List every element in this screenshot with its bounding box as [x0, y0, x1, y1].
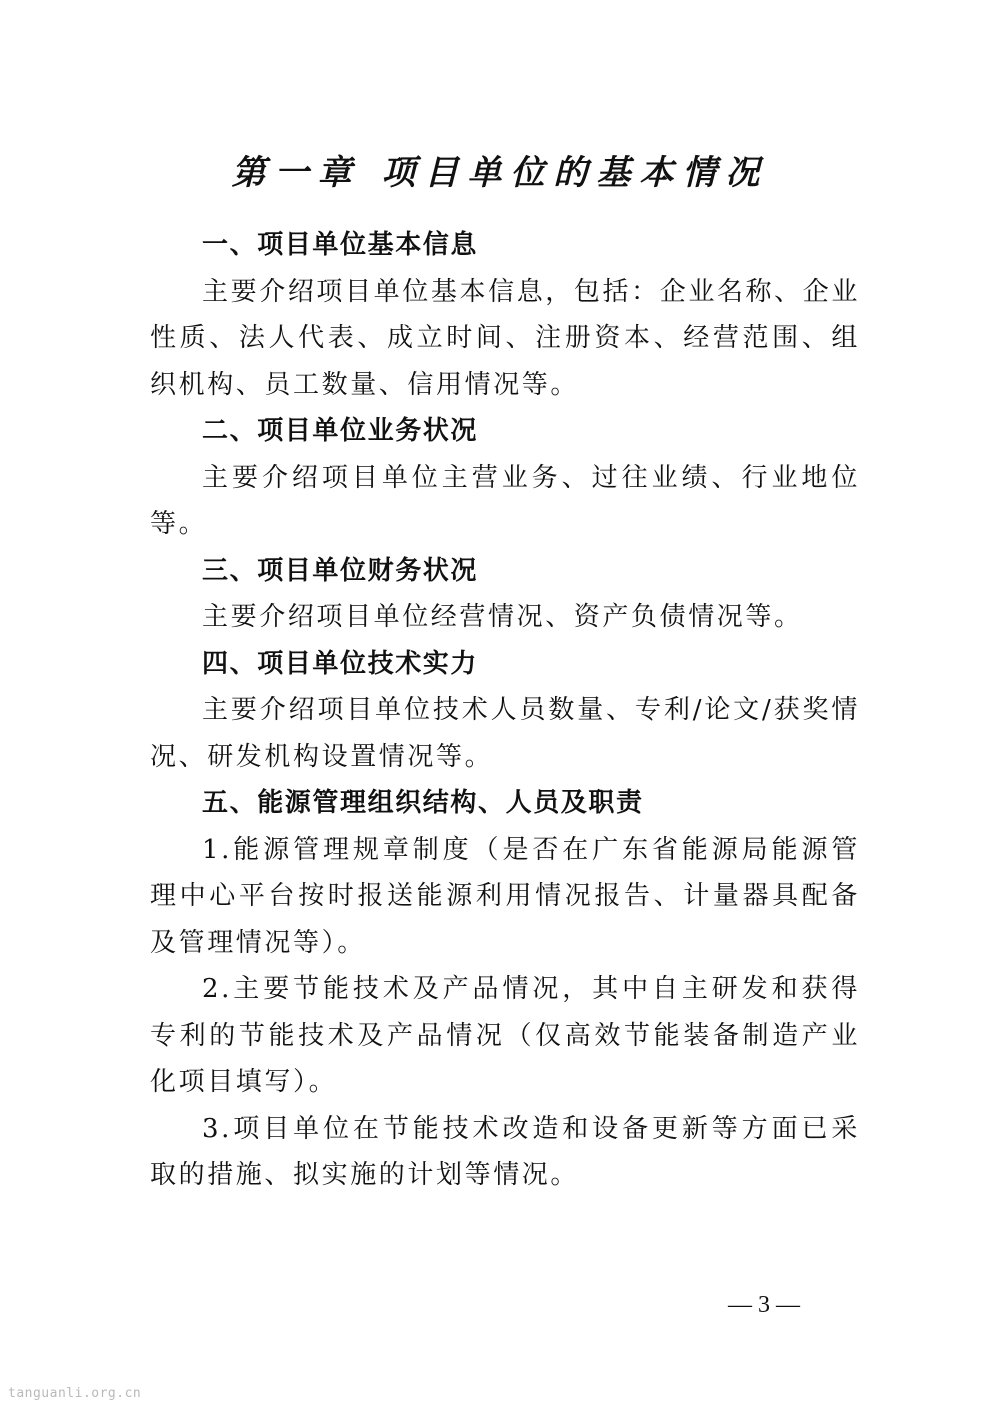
section-heading-2: 二、项目单位业务状况	[202, 416, 479, 446]
watermark: tanguanli.org.cn	[8, 1386, 142, 1401]
list-item: 3.项目单位在节能技术改造和设备更新等方面已采取的措施、拟实施的计划等情况。	[150, 1113, 860, 1190]
chapter-title: 第一章 项目单位的基本情况	[231, 152, 769, 193]
section-heading-5: 五、能源管理组织结构、人员及职责	[202, 788, 644, 818]
section-body-1: 主要介绍项目单位基本信息，包括：企业名称、企业性质、法人代表、成立时间、注册资本、经营范围、组织机构、员工数量、信用情况等。	[150, 276, 860, 400]
section-body-3: 主要介绍项目单位经营情况、资产负债情况等。	[202, 602, 803, 632]
section-heading-3: 三、项目单位财务状况	[202, 555, 479, 586]
list-item: 1.能源管理规章制度（是否在广东省能源局能源管理中心平台按时报送能源利用情况报告、计量器具配备及管理情况等）。	[150, 834, 860, 958]
section-heading-1: 一、项目单位基本信息	[202, 230, 479, 260]
section-body-2: 主要介绍项目单位主营业务、过往业绩、行业地位等。	[150, 462, 860, 539]
page-number: — 3 —	[728, 1292, 800, 1318]
document-body	[150, 222, 860, 1199]
section-heading-4: 四、项目单位技术实力	[202, 648, 479, 679]
section-body-4: 主要介绍项目单位技术人员数量、专利/论文/获奖情况、研发机构设置情况等。	[150, 695, 860, 772]
list-item: 2.主要节能技术及产品情况，其中自主研发和获得专利的节能技术及产品情况（仅高效节能装备制造产业化项目填写）。	[150, 974, 860, 1097]
